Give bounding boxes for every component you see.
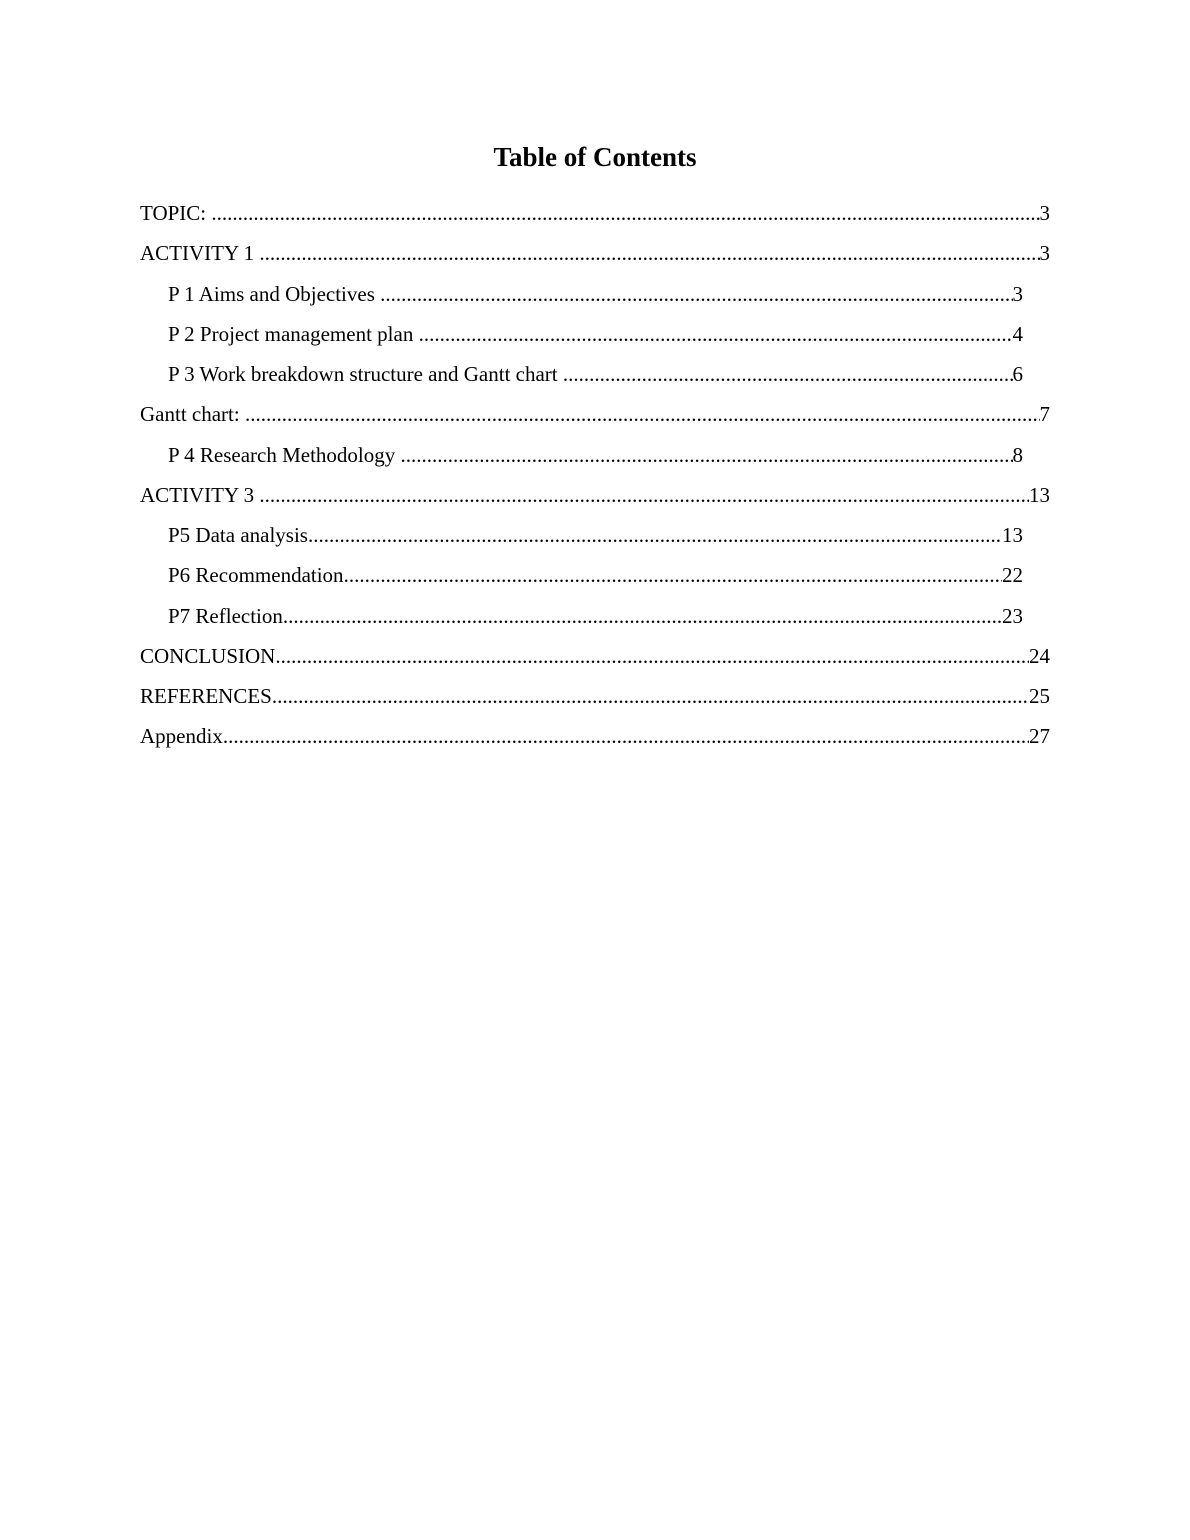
toc-entry-page: 3 — [1039, 241, 1050, 266]
toc-entry-gantt-chart[interactable] — [140, 399, 1050, 439]
toc-entry-label: CONCLUSION — [140, 643, 276, 668]
toc-entry-page: 7 — [1039, 402, 1050, 427]
toc-entry-references[interactable] — [140, 681, 1050, 721]
toc-entry-activity-1[interactable] — [140, 238, 1050, 278]
toc-entry-label: P7 Reflection — [168, 603, 283, 628]
page-title: Table of Contents — [493, 142, 697, 172]
dot-leader — [419, 319, 1013, 349]
dot-leader — [563, 359, 1013, 389]
toc-entry-page: 27 — [1029, 724, 1050, 749]
toc-entry-conclusion[interactable] — [140, 641, 1050, 681]
toc-entry-label: P6 Recommendation — [168, 563, 344, 588]
dot-leader — [259, 480, 1029, 510]
toc-entry-page: 25 — [1029, 684, 1050, 708]
toc-entry-page: 6 — [1012, 362, 1023, 386]
toc-entry-page: 13 — [1029, 482, 1050, 507]
toc-entry-p1-aims[interactable] — [168, 279, 1023, 319]
dot-leader — [344, 560, 1002, 590]
toc-entry-topic[interactable] — [140, 198, 1050, 238]
dot-leader — [380, 279, 1012, 309]
toc-entry-p3-wbs[interactable] — [168, 359, 1023, 399]
toc-entry-label: Gantt chart: — [140, 402, 245, 427]
toc-entry-label: P 2 Project management plan — [168, 321, 419, 346]
dot-leader — [245, 399, 1040, 429]
toc-entry-label: P 1 Aims and Objectives — [168, 281, 381, 306]
dot-leader — [283, 601, 1002, 631]
toc-entry-page: 8 — [1012, 442, 1023, 467]
toc-entry-page: 13 — [1002, 523, 1023, 547]
toc-entry-page: 23 — [1002, 603, 1023, 628]
toc-entry-label: REFERENCES — [140, 684, 272, 708]
dot-leader — [259, 238, 1039, 268]
toc-entry-appendix[interactable] — [140, 721, 1050, 761]
toc-entry-p5-data-analysis[interactable] — [168, 520, 1023, 560]
dot-leader — [308, 520, 1002, 550]
toc-entry-label: ACTIVITY 3 — [140, 482, 260, 507]
toc-entry-label: P5 Data analysis — [168, 523, 308, 547]
toc-entry-p4-research[interactable] — [168, 440, 1023, 480]
dot-leader — [211, 198, 1039, 228]
dot-leader — [272, 681, 1029, 711]
toc-entry-page: 3 — [1039, 201, 1050, 225]
toc-entry-p7-reflection[interactable] — [168, 601, 1023, 641]
dot-leader — [275, 641, 1029, 671]
toc-entry-label: Appendix — [140, 724, 223, 749]
toc-entry-label: P 4 Research Methodology — [168, 442, 401, 467]
dot-leader — [401, 440, 1013, 470]
toc-entry-p2-plan[interactable] — [168, 319, 1023, 359]
toc-entry-page: 4 — [1012, 321, 1023, 346]
toc-entry-page: 3 — [1012, 281, 1023, 306]
toc-entry-page: 22 — [1002, 563, 1023, 588]
toc-list — [0, 198, 1190, 762]
toc-entry-label: P 3 Work breakdown structure and Gantt chart — [168, 362, 563, 386]
toc-entry-p6-recommendation[interactable] — [168, 560, 1023, 600]
dot-leader — [223, 721, 1029, 751]
toc-entry-label: ACTIVITY 1 — [140, 241, 260, 266]
toc-entry-activity-3[interactable] — [140, 480, 1050, 520]
toc-entry-label: TOPIC: — [140, 201, 212, 225]
toc-entry-page: 24 — [1029, 643, 1050, 668]
